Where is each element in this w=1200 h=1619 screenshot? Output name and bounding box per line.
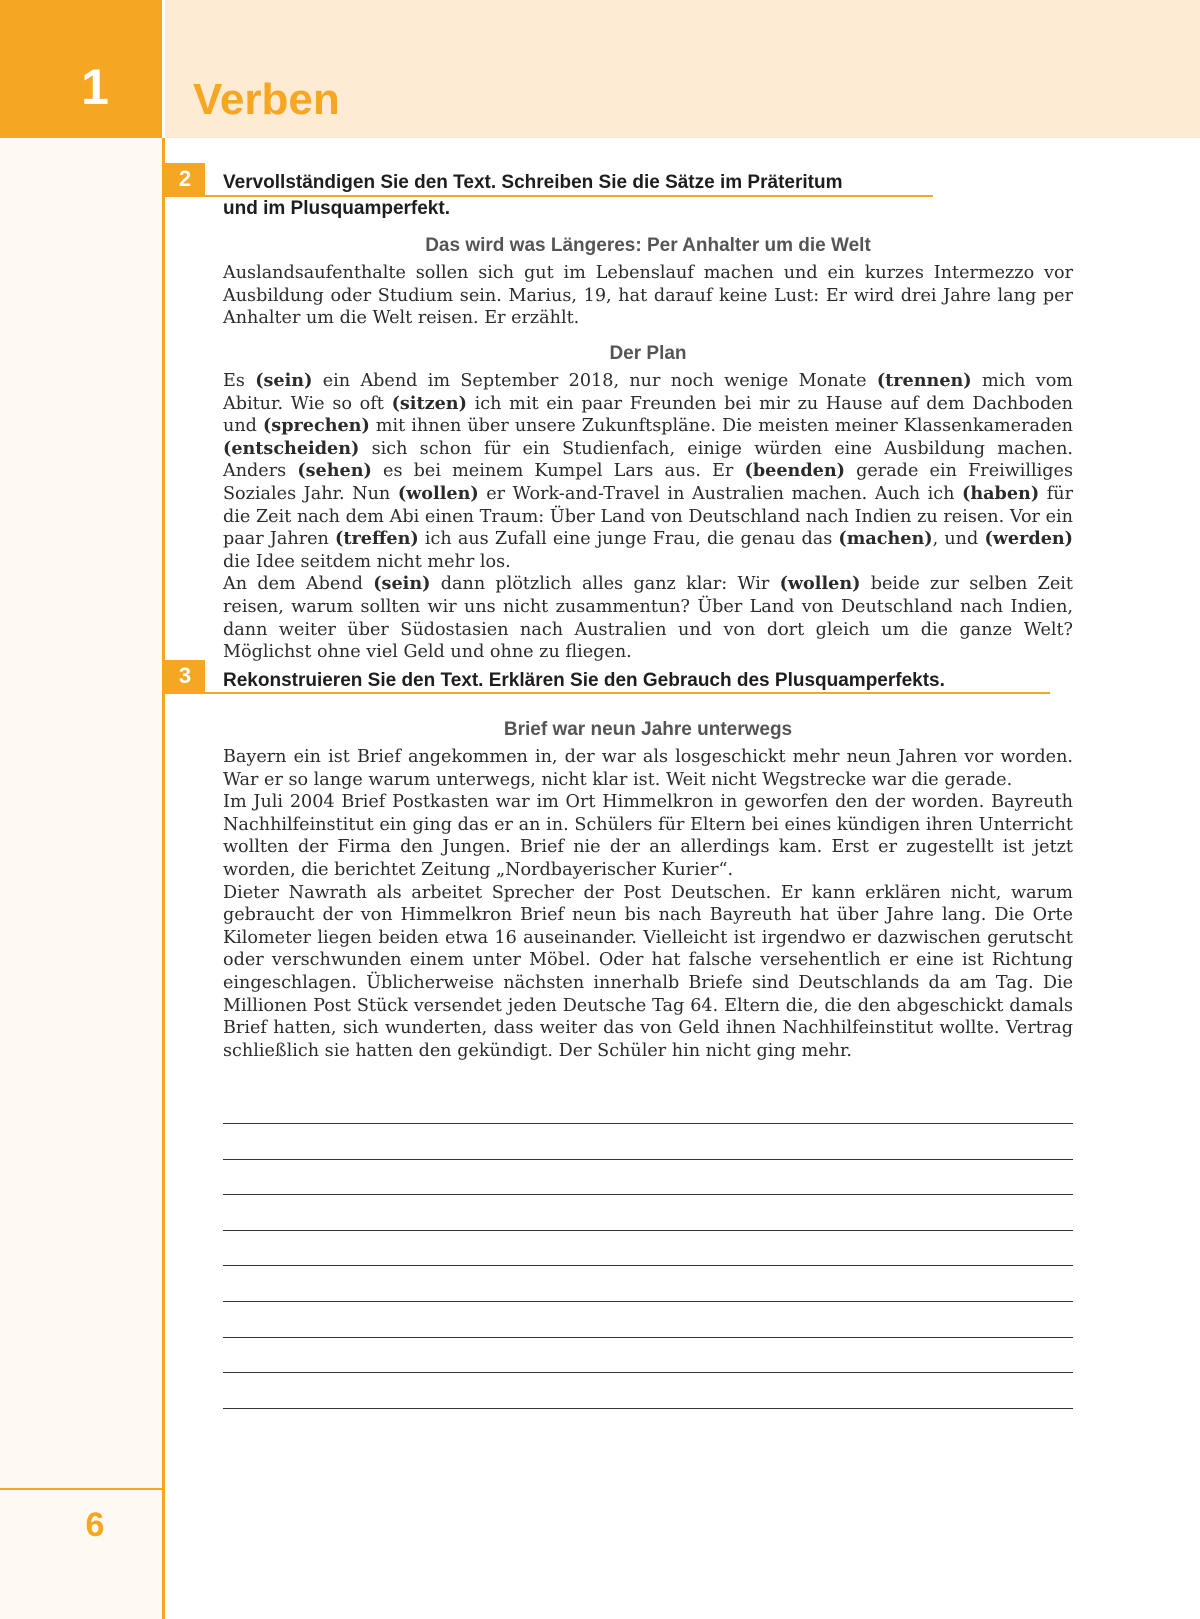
answer-line[interactable] [223, 1123, 1073, 1124]
verb-prompt: (sein) [255, 370, 313, 391]
exercise-3-number: 3 [165, 660, 205, 692]
verb-prompt: (haben) [962, 482, 1040, 504]
page-number-separator [0, 1488, 162, 1490]
answer-line[interactable] [223, 1265, 1073, 1266]
exercise-2-text-title: Das wird was Längeres: Per Anhalter um die Welt [425, 235, 871, 256]
verb-prompt: (trennen) [876, 370, 972, 391]
answer-line[interactable] [223, 1337, 1073, 1338]
verb-prompt: (sprechen) [262, 415, 370, 437]
answer-line[interactable] [223, 1408, 1073, 1409]
plan-paragraph-1: Es (sein) ein Abend im September 2018, nur noch wenige Monate (trennen) mich vom Abitur. Wie so oft (sitzen) ich mit ein paar Freunden bei mir zu Hause auf dem Dachboden und (sprechen) mit ihnen über unsere Zukunftspläne. Die meisten meiner Klassenkameraden (entscheiden) sich schon für ein Studienfach, einige würden eine Ausbildung machen. Anders (sehen) es bei meinem Kumpel Lars aus. Er (beenden) gerade ein Freiwilliges Soziales Jahr. Nun (wollen) er Work-and-Travel in Australien machen. Auch ich (haben) für die Zeit nach dem Abi einen Traum: Über Land von Deutschland nach Indien zu reisen. Vor ein paar Jahren (treffen) ich aus Zufall eine junge Frau, die genau das (machen), und (werden) die Idee seitdem nicht mehr los. [223, 370, 1074, 572]
verb-prompt: (treffen) [335, 528, 419, 550]
verb-prompt: (sein) [373, 573, 431, 595]
exercise-3-paragraph: Bayern ein ist Brief angekommen in, der war als losgeschickt mehr neun Jahren vor worden. War er so lange warum unterwegs, nicht klar ist. Weit nicht Wegstrecke war die gerade. [223, 747, 1073, 790]
answer-line[interactable] [223, 1230, 1073, 1231]
verb-prompt: (beenden) [744, 460, 845, 482]
verb-prompt: (machen) [838, 528, 933, 550]
verb-prompt: (sitzen) [391, 392, 467, 414]
exercise-3-text [223, 746, 1073, 1062]
answer-line[interactable] [223, 1372, 1073, 1373]
chapter-title: Verben [193, 75, 340, 124]
exercise-2-intro [223, 262, 1073, 330]
verb-prompt: (sehen) [297, 460, 372, 482]
exercise-3-instruction: Rekonstruieren Sie den Text. Erklären Sie den Gebrauch des Plusquamperfekts. [223, 670, 945, 691]
page-number: 6 [85, 1506, 105, 1544]
exercise-2-instruction-line2: und im Plusquamperfekt. [223, 198, 450, 219]
answer-line[interactable] [223, 1159, 1073, 1160]
plan-title: Der Plan [609, 343, 687, 364]
intro-paragraph: Auslandsaufenthalte sollen sich gut im Lebenslauf machen und ein kurzes Intermezzo vor Ausbildung oder Studium sein. Marius, 19, hat darauf keine Lust: Er wird drei Jahre lang per Anhalter um die Welt reisen. Er erzählt. [223, 263, 1073, 329]
verb-prompt: (wollen) [397, 482, 479, 504]
verb-prompt: (entscheiden) [223, 437, 360, 459]
exercise-2-plan-text [223, 370, 1073, 664]
answer-line[interactable] [223, 1301, 1073, 1302]
exercise-3-text-title: Brief war neun Jahre unterwegs [503, 719, 793, 740]
chapter-number: 1 [81, 59, 109, 115]
left-margin-column [0, 0, 162, 1619]
exercise-3-rule [165, 692, 1050, 694]
left-margin-rule [162, 138, 165, 1619]
plan-paragraph-2: An dem Abend (sein) dann plötzlich alles ganz klar: Wir (wollen) beide zur selben Zeit reisen, warum sollten wir uns nicht zusammentun? Über Land von Deutschland nach Indien, dann weiter über Südostasien nach Australien und von dort gleich um die ganze Welt? Möglichst ohne viel Geld und ohne zu fliegen. [223, 573, 1073, 663]
answer-line[interactable] [223, 1194, 1073, 1195]
exercise-2-number: 2 [165, 163, 205, 195]
exercise-3-paragraph: Dieter Nawrath als arbeitet Sprecher der Post Deutschen. Er kann erklären nicht, warum gebraucht der von Himmelkron Brief neun bis nach Bayreuth hat über Jahre lang. Die Orte Kilometer liegen beiden etwa 16 auseinander. Vielleicht ist irgendwo er dazwischen gerutscht oder verschwunden einem unter Möbel. Oder hat falsche versehentlich er eine ist Richtung eingeschlagen. Üblicherweise nächsten innerhalb Briefe sind Deutschlands da am Tag. Die Millionen Post Stück versendet jeden Deutsche Tag 64. Eltern die, die den abgeschickt damals Brief hatten, sich wunderten, dass weiter das von Geld ihnen Nachhilfeinstitut wollte. Vertrag schließlich sie hatten den gekündigt. Der Schüler hin nicht ging mehr. [223, 882, 1073, 1061]
exercise-2-instruction-line1: Vervollständigen Sie den Text. Schreiben Sie die Sätze im Präteritum [223, 172, 843, 193]
verb-prompt: (wollen) [779, 573, 861, 595]
verb-prompt: (werden) [984, 528, 1073, 550]
exercise-3-paragraph: Im Juli 2004 Brief Postkasten war im Ort Himmelkron in geworfen den der worden. Bayreuth Nachhilfeinstitut ein ging das er an in. Schülers für Eltern bei eines kündigen ihren Unterricht wollten der Firma den Jungen. Brief nie der an allerdings kam. Erst er zugestellt ist jetzt worden, die berichtet Zeitung „Nordbayerischer Kurier“. [223, 792, 1073, 880]
